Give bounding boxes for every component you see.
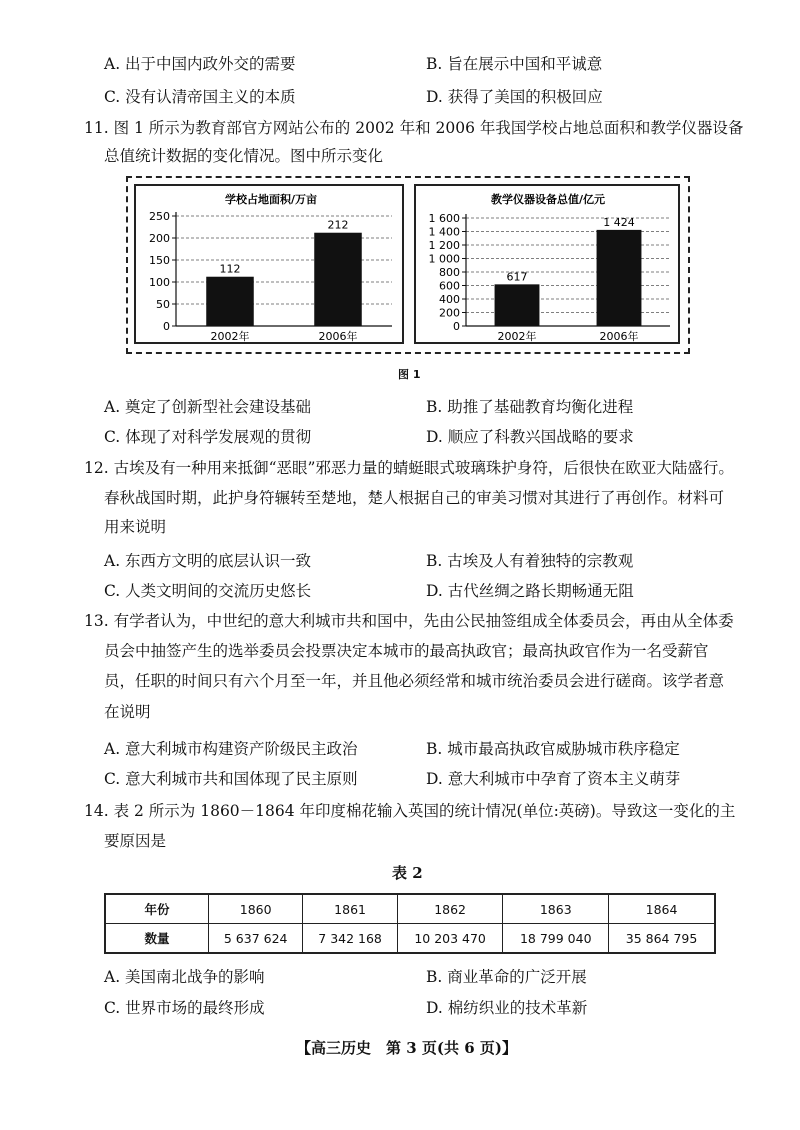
x-tick-label: 2006年 (599, 330, 639, 342)
table-header-year: 年份 (105, 894, 209, 924)
x-tick-label: 2002年 (210, 330, 250, 342)
table-2-caption: 表 2 (392, 864, 423, 882)
q11-option-c: C. 体现了对科学发展观的贯彻 (104, 428, 312, 446)
q12-stem-line1: 12. 古埃及有一种用来抵御“恶眼”邪恶力量的蜻蜓眼式玻璃珠护身符，后很快在欧亚大陆盛行。 (84, 459, 734, 477)
q13-option-b: B. 城市最高执政官威胁城市秩序稳定 (426, 740, 680, 758)
q11-option-a: A. 奠定了创新型社会建设基础 (104, 398, 312, 416)
q12-stem-line3: 用来说明 (104, 518, 167, 536)
y-tick-label: 100 (149, 276, 170, 289)
chart-title: 教学仪器设备总值/亿元 (490, 193, 606, 206)
table-row (105, 894, 715, 924)
table-cell: 1861 (303, 894, 397, 924)
y-tick-label: 1 600 (428, 212, 460, 225)
y-tick-label: 50 (156, 298, 170, 311)
page-footer: 【高三历史 第 3 页(共 6 页)】 (296, 1039, 517, 1057)
y-tick-label: 0 (163, 320, 170, 333)
bar (206, 277, 254, 326)
table-cell: 1864 (609, 894, 715, 924)
x-tick-label: 2006年 (318, 330, 358, 342)
y-tick-label: 600 (439, 279, 460, 293)
chart-title: 学校占地面积/万亩 (224, 193, 318, 206)
q11-stem-line2: 总值统计数据的变化情况。图中所示变化 (104, 147, 384, 165)
q10-option-c: C. 没有认清帝国主义的本质 (104, 88, 296, 106)
q12-option-d: D. 古代丝绸之路长期畅通无阻 (426, 582, 634, 600)
x-tick-label: 2002年 (497, 330, 537, 342)
table-cell: 18 799 040 (503, 924, 609, 954)
table-cell: 1860 (209, 894, 303, 924)
table-row (105, 924, 715, 954)
q13-option-c: C. 意大利城市共和国体现了民主原则 (104, 770, 358, 788)
table-cell: 5 637 624 (209, 924, 303, 954)
q10-option-b: B. 旨在展示中国和平诚意 (426, 55, 603, 73)
q12-option-b: B. 古埃及人有着独特的宗教观 (426, 552, 634, 570)
q14-option-a: A. 美国南北战争的影响 (104, 968, 265, 986)
q10-option-d: D. 获得了美国的积极回应 (426, 88, 603, 106)
table-2 (104, 893, 716, 954)
bar (495, 284, 540, 326)
q12-option-a: A. 东西方文明的底层认识一致 (104, 552, 312, 570)
q14-option-b: B. 商业革命的广泛开展 (426, 968, 587, 986)
q11-option-b: B. 助推了基础教育均衡化进程 (426, 398, 634, 416)
y-tick-label: 200 (439, 306, 460, 320)
q10-option-a: A. 出于中国内政外交的需要 (104, 55, 296, 73)
bar (314, 233, 362, 326)
chart-equipment-value (414, 184, 680, 344)
table-cell: 10 203 470 (397, 924, 503, 954)
q11-stem-line1: 11. 图 1 所示为教育部官方网站公布的 2002 年和 2006 年我国学校占地总面积和教学仪器设备 (84, 119, 744, 137)
figure-1-caption: 图 1 (398, 368, 421, 381)
q14-stem-line1: 14. 表 2 所示为 1860－1864 年印度棉花输入英国的统计情况(单位:英磅)。导致这一变化的主 (84, 802, 736, 820)
q11-option-d: D. 顺应了科教兴国战略的要求 (426, 428, 634, 446)
chart-equipment-value-svg (416, 186, 678, 342)
bar (597, 230, 642, 326)
bar-value-label: 1 424 (603, 215, 635, 229)
y-tick-label: 800 (439, 266, 460, 279)
table-cell: 7 342 168 (303, 924, 397, 954)
chart-school-area-svg (136, 186, 402, 342)
table-cell: 1862 (397, 894, 503, 924)
y-tick-label: 0 (453, 320, 460, 333)
q13-option-a: A. 意大利城市构建资产阶级民主政治 (104, 740, 358, 758)
q13-stem-line1: 13. 有学者认为，中世纪的意大利城市共和国中，先由公民抽签组成全体委员会，再由从全体委 (84, 612, 734, 630)
q13-stem-line4: 在说明 (104, 703, 151, 721)
bar-value-label: 212 (327, 218, 349, 232)
table-header-quantity: 数量 (105, 924, 209, 954)
table-cell: 1863 (503, 894, 609, 924)
figure-1-frame (126, 176, 690, 354)
q13-stem-line3: 员，任职的时间只有六个月至一年，并且他必须经常和城市统治委员会进行磋商。该学者意 (104, 672, 725, 690)
y-tick-label: 150 (149, 254, 170, 267)
y-tick-label: 1 000 (428, 252, 460, 266)
q14-option-c: C. 世界市场的最终形成 (104, 999, 265, 1017)
q12-option-c: C. 人类文明间的交流历史悠长 (104, 582, 312, 600)
y-tick-label: 1 200 (428, 239, 460, 252)
y-tick-label: 250 (149, 210, 170, 223)
q13-stem-line2: 员会中抽签产生的选举委员会投票决定本城市的最高执政官；最高执政官作为一名受薪官 (104, 642, 709, 660)
chart-school-area (134, 184, 404, 344)
y-tick-label: 1 400 (428, 225, 460, 239)
q14-stem-line2: 要原因是 (104, 832, 167, 850)
bar-value-label: 617 (506, 270, 528, 284)
q12-stem-line2: 春秋战国时期，此护身符辗转至楚地，楚人根据自己的审美习惯对其进行了再创作。材料可 (104, 489, 725, 507)
q13-option-d: D. 意大利城市中孕育了资本主义萌芽 (426, 770, 681, 788)
table-cell: 35 864 795 (609, 924, 715, 954)
y-tick-label: 400 (439, 293, 460, 306)
bar-value-label: 112 (219, 262, 241, 276)
y-tick-label: 200 (149, 232, 170, 245)
q14-option-d: D. 棉纺织业的技术革新 (426, 999, 588, 1017)
